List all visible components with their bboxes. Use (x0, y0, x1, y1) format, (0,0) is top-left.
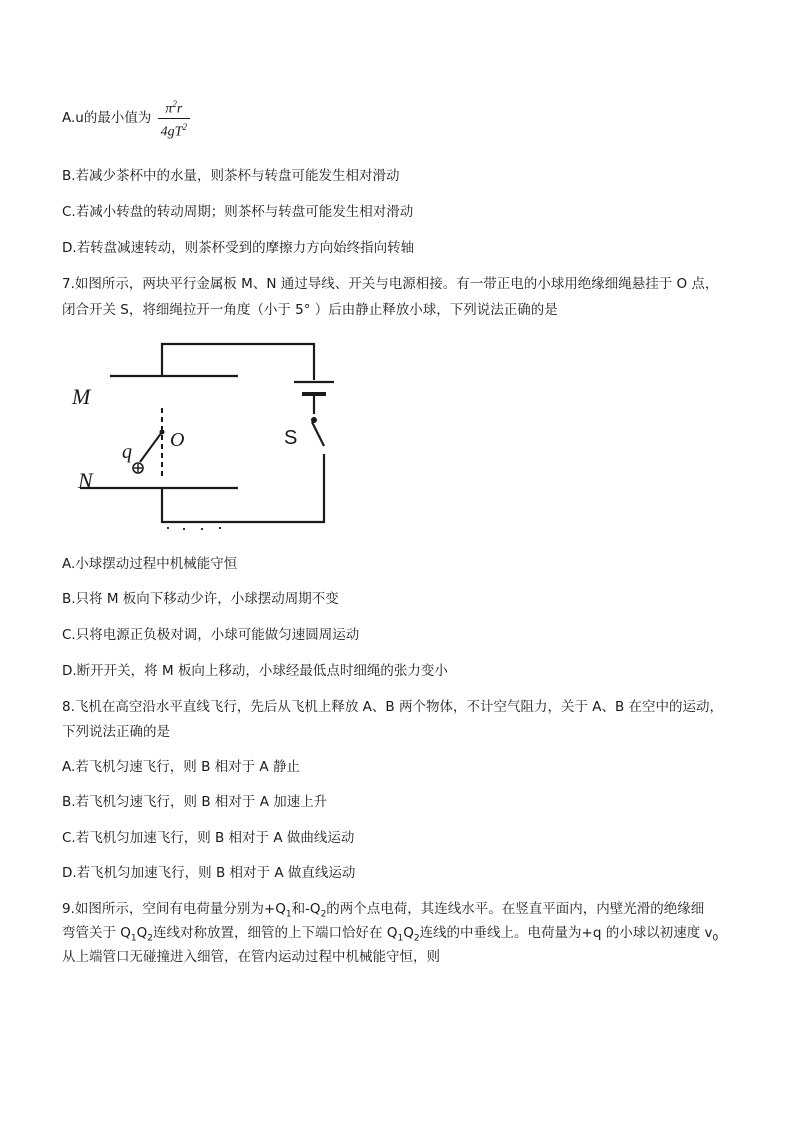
q8-stem-line1: 8.飞机在高空沿水平直线飞行，先后从飞机上释放 A、B 两个物体，不计空气阻力，关于 A、B 在空中的运动， (62, 699, 724, 715)
q7-option-b: B.只将 M 板向下移动少许，小球摆动周期不变 (62, 591, 339, 607)
switch-s (312, 422, 324, 446)
label-q: q (122, 441, 132, 463)
q9-stem-line3: 从上端管口无碰撞进入细管，在管内运动过程中机械能守恒，则 (62, 949, 440, 965)
q9-l1-sub1: 1 (285, 909, 292, 920)
q9-l2-sub2: 2 (147, 933, 154, 944)
charged-ball (133, 463, 143, 473)
q9-l1-sub2: 2 (320, 909, 327, 920)
q8-option-b: B.若飞机匀速飞行，则 B 相对于 A 加速上升 (62, 794, 328, 810)
q8-option-a: A.若飞机匀速飞行，则 B 相对于 A 静止 (62, 759, 300, 775)
q9-l2-b: Q (136, 925, 148, 941)
q9-l2-sub1: 1 (130, 933, 137, 944)
q6-option-d: D.若转盘减速转动，则茶杯受到的摩擦力方向始终指向转轴 (62, 240, 415, 256)
q6-option-b: B.若减少茶杯中的水量，则茶杯与转盘可能发生相对滑动 (62, 168, 400, 184)
capacitor-circuit-figure (62, 336, 352, 531)
frac-num-base: π (165, 101, 173, 117)
label-s: S (284, 427, 298, 449)
frac-den-exp: 2 (182, 121, 187, 132)
label-m: M (72, 384, 91, 409)
q9-l2-d: Q (403, 925, 414, 941)
q9-stem-line1 (62, 897, 704, 920)
frac-den-base: 4gT (160, 124, 183, 140)
q9-l1-c: 的两个点电荷，其连线水平。在竖直平面内，内壁光滑的绝缘细 (326, 901, 705, 917)
thread (140, 432, 162, 462)
q9-l2-sub3: 1 (397, 933, 404, 944)
frac-num-var: r (176, 101, 183, 117)
q9-stem-line2 (62, 921, 718, 944)
q7-option-a: A.小球摆动过程中机械能守恒 (62, 556, 238, 572)
q6-option-a (62, 96, 190, 140)
q9-l2-c: 连线对称放置，细管的上下端口恰好在 Q (153, 925, 398, 941)
figure-dots (167, 527, 221, 530)
q9-l2-sub4: 2 (413, 933, 420, 944)
switch-pivot (311, 417, 317, 423)
q8-stem-line2: 下列说法正确的是 (62, 724, 170, 740)
q7-stem-line1: 7.如图所示，两块平行金属板 M、N 通过导线、开关与电源相接。有一带正电的小球用绝缘细绳悬挂于 O 点， (62, 276, 719, 292)
wire-top (162, 344, 314, 380)
q7-stem-line2: 闭合开关 S，将细绳拉开一角度（小于 5° ）后由静止释放小球，下列说法正确的是 (62, 302, 558, 318)
frac-num-exp: 2 (172, 99, 177, 109)
q7-option-d: D.断开开关，将 M 板向上移动，小球经最低点时细绳的张力变小 (62, 663, 448, 679)
q8-option-c: C.若飞机匀加速飞行，则 B 相对于 A 做曲线运动 (62, 830, 355, 846)
q9-l1-b: 和-Q (291, 901, 321, 917)
q8-option-d: D.若飞机匀加速飞行，则 B 相对于 A 做直线运动 (62, 865, 356, 881)
pivot-point-o (160, 430, 165, 435)
q9-l2-e: 连线的中垂线上。电荷量为+q 的小球以初速度 v (419, 925, 713, 941)
label-n: N (78, 468, 93, 493)
q9-l1-a: 9.如图所示，空间有电荷量分别为+Q (62, 901, 286, 917)
label-o: O (170, 429, 185, 451)
q9-l2-sub5: 0 (712, 933, 719, 944)
q6-option-c: C.若减小转盘的转动周期；则茶杯与转盘可能发生相对滑动 (62, 204, 414, 220)
q6-option-a-text: A.u的最小值为 (62, 110, 152, 127)
q7-option-c: C.只将电源正负极对调，小球可能做匀速圆周运动 (62, 627, 360, 643)
q9-l2-a: 弯管关于 Q (62, 925, 131, 941)
q6-option-a-fraction (158, 96, 190, 140)
